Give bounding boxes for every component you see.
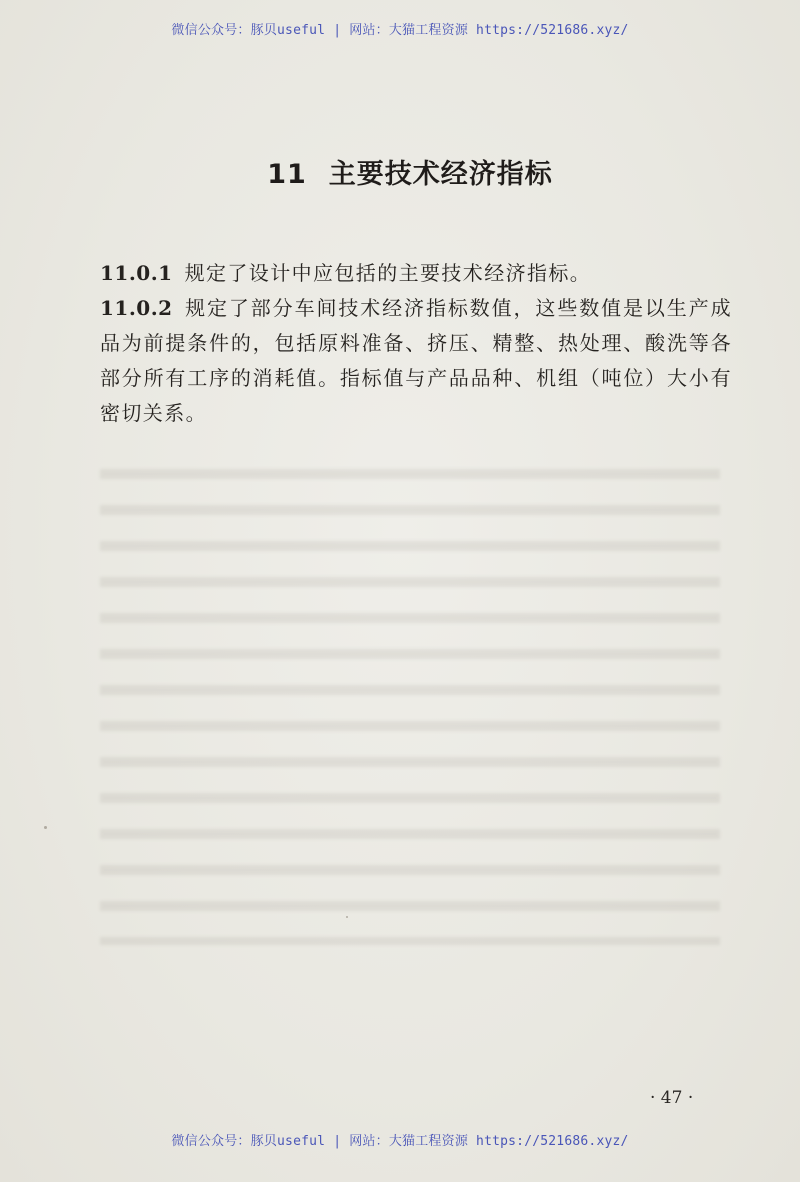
clause-text: 规定了设计中应包括的主要技术经济指标。 <box>184 261 592 285</box>
clause-number: 11.0.1 <box>100 261 173 285</box>
watermark-website: 网站：大猫工程资源 https://521686.xyz/ <box>349 1134 629 1149</box>
clause-number: 11.0.2 <box>100 296 173 320</box>
watermark-website: 网站：大猫工程资源 https://521686.xyz/ <box>349 23 629 38</box>
watermark-separator: | <box>333 23 342 38</box>
clause-11-0-1 <box>100 256 732 291</box>
chapter-title <box>0 152 800 191</box>
top-watermark <box>0 19 800 38</box>
page-number: · 47 · <box>650 1088 694 1108</box>
chapter-number: 11 <box>267 159 307 190</box>
chapter-title-text: 主要技术经济指标 <box>328 159 553 190</box>
paper-speck <box>346 916 348 918</box>
clause-text: 规定了部分车间技术经济指标数值，这些数值是以生产成品为前提条件的，包括原料准备、挤压、精整、热处理、酸洗等各部分所有工序的消耗值。指标值与产品品种、机组（吨位）大小有密切关系。 <box>100 296 732 425</box>
clause-list <box>100 256 732 431</box>
watermark-separator: | <box>333 1134 342 1149</box>
clause-11-0-2 <box>100 291 732 431</box>
bottom-watermark <box>0 1130 800 1149</box>
show-through-text <box>100 455 720 945</box>
watermark-account: 微信公众号：豚贝useful <box>171 23 326 38</box>
watermark-account: 微信公众号：豚贝useful <box>171 1134 326 1149</box>
paper-speck <box>44 826 47 829</box>
